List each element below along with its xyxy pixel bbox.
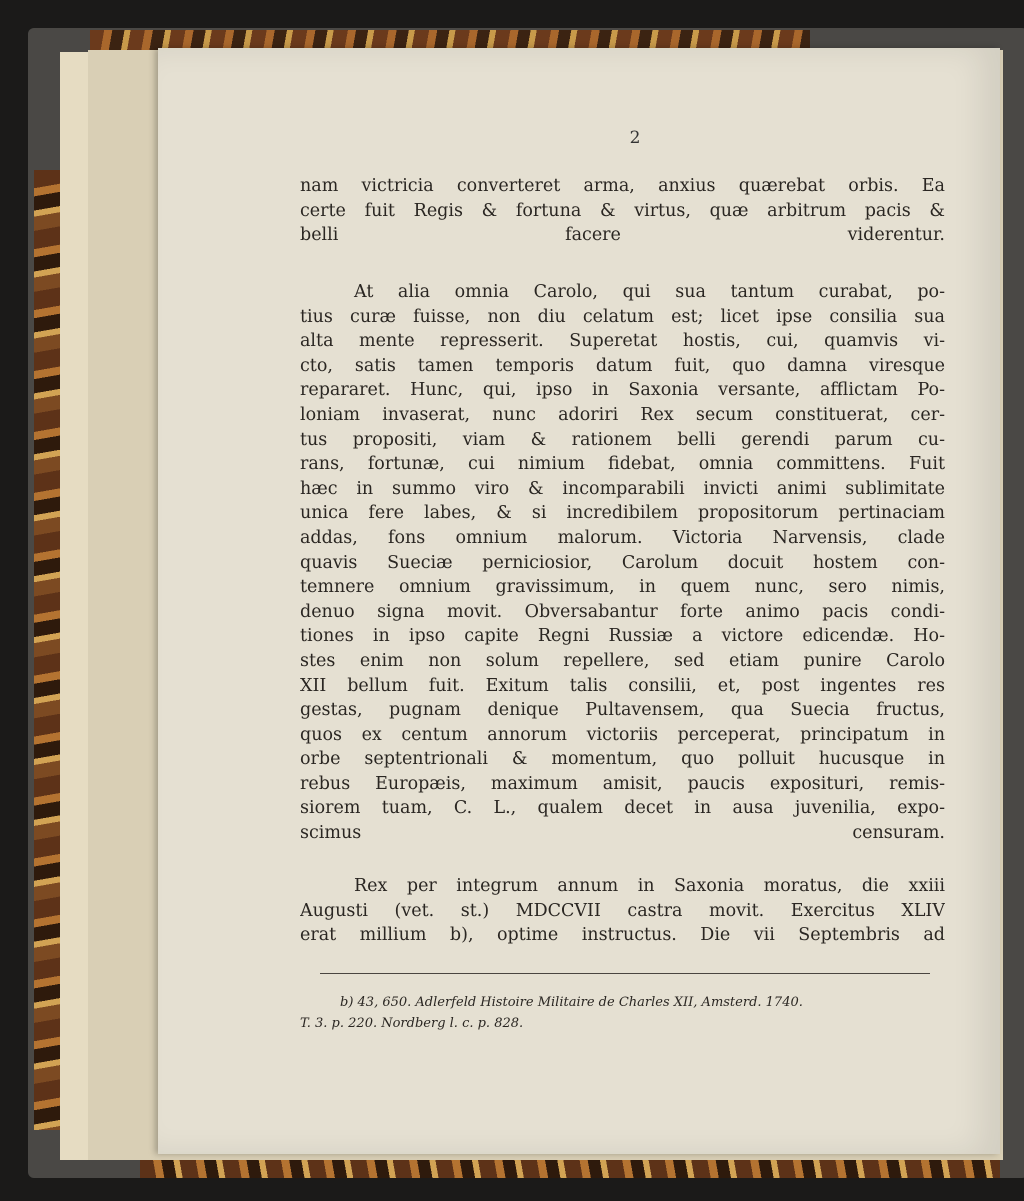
text-line: hæc in summo viro & incomparabili invicti animi sublimitate xyxy=(300,478,945,499)
text-line: temnere omnium gravissimum, in quem nunc, sero nimis, xyxy=(300,577,945,598)
footnote-rule xyxy=(320,973,930,974)
text-line: quavis Sueciæ perniciosior, Carolum docuit hostem con- xyxy=(300,552,945,573)
marbled-cover-bottom xyxy=(140,1160,1000,1178)
marbled-cover-top xyxy=(90,30,810,50)
text-line: rans, fortunæ, cui nimium fidebat, omnia committens. Fuit xyxy=(300,454,945,475)
text-line: scimus censuram. xyxy=(300,823,945,844)
text-line: gestas, pugnam denique Pultavensem, qua Suecia fructus, xyxy=(300,700,945,721)
text-line: unica fere labes, & si incredibilem propositorum pertinaciam xyxy=(300,503,945,524)
text-line: erat millium b), optime instructus. Die vii Septembris ad xyxy=(300,925,945,946)
text-line: tus propositi, viam & rationem belli gerendi parum cu- xyxy=(300,429,945,450)
page-number: 2 xyxy=(629,128,641,148)
text-line: alta mente represserit. Superetat hostis, cui, quamvis vi- xyxy=(300,331,945,352)
footnote-line: T. 3. p. 220. Nordberg l. c. p. 828. xyxy=(300,1016,524,1031)
paragraph-3 xyxy=(300,874,945,948)
text-line: XII bellum fuit. Exitum talis consilii, et, post ingentes res xyxy=(300,675,945,696)
text-line: belli facere viderentur. xyxy=(300,225,945,246)
paragraph-2 xyxy=(300,280,945,846)
text-line: rebus Europæis, maximum amisit, paucis expositurі, remis- xyxy=(300,773,945,794)
text-line: At alia omnia Carolo, qui sua tantum curabat, po- xyxy=(354,282,945,302)
text-line: Rex per integrum annum in Saxonia moratus, die xxiii xyxy=(354,876,945,896)
text-line: loniam invaserat, nunc adoriri Rex secum constituerat, cer- xyxy=(300,404,945,425)
text-line: quos ex centum annorum victoriis perceperat, principatum in xyxy=(300,724,945,745)
text-line: orbe septentrionali & momentum, quo polluit hucusque in xyxy=(300,749,945,770)
text-line: tiones in ipso capite Regni Russiæ a victore edicendæ. Ho- xyxy=(300,626,945,647)
paragraph-1 xyxy=(300,174,945,248)
text-line: cto, satis tamen temporis datum fuit, quo damna viresque xyxy=(300,355,945,376)
text-line: siorem tuam, C. L., qualem decet in ausa juvenilia, expo- xyxy=(300,798,945,819)
text-line: denuo signa movit. Obversabantur forte animo pacis condi- xyxy=(300,601,945,622)
text-line: repararet. Hunc, qui, ipso in Saxonia versante, afflictam Po- xyxy=(300,380,945,401)
text-line: addas, fons omnium malorum. Victoria Narvensis, clade xyxy=(300,527,945,548)
text-line: tius curæ fuisse, non diu celatum est; licet ipse consilia sua xyxy=(300,306,945,327)
text-line: nam victricia converteret arma, anxius quærebat orbis. Ea xyxy=(300,176,945,196)
text-line: Augusti (vet. st.) MDCCVII castra movit. Exercitus XLIV xyxy=(300,900,945,921)
marbled-cover-left xyxy=(34,170,60,1130)
text-line: stes enim non solum repellere, sed etiam punire Carolo xyxy=(300,650,945,671)
text-line: certe fuit Regis & fortuna & virtus, quæ arbitrum pacis & xyxy=(300,200,945,221)
footnote-line: b) 43, 650. Adlerfeld Histoire Militaire de Charles XII, Amsterd. 1740. xyxy=(340,995,803,1010)
